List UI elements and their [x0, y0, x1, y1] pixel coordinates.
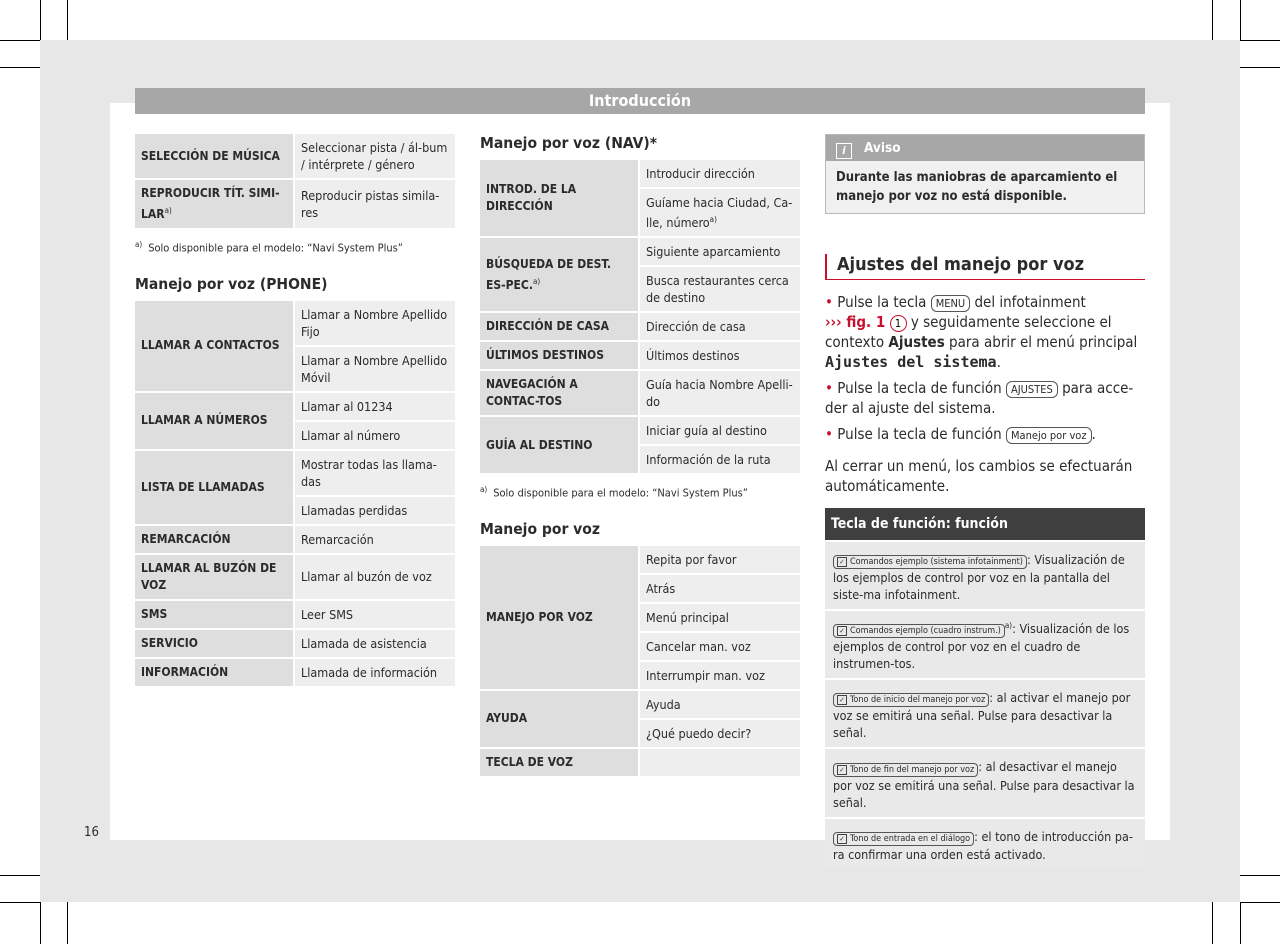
table-key: LLAMAR AL BUZÓN DE VOZ [135, 555, 295, 601]
table-value: Llamar al número [295, 422, 455, 451]
table-row [135, 526, 455, 555]
table-value: Reproducir pistas simila-res [295, 180, 455, 230]
checkbox-icon: ✓ [837, 557, 847, 567]
ajustes-key: AJUSTES [1006, 381, 1058, 398]
table-value: Guía hacia Nombre Apelli-do [640, 371, 800, 417]
table-key: SMS [135, 601, 295, 630]
table-row [480, 417, 800, 446]
table-value: Menú principal [640, 604, 800, 633]
crop-mark [1240, 875, 1280, 876]
section-heading: Manejo por voz [480, 519, 600, 538]
crop-mark [0, 67, 40, 68]
table-row [135, 134, 455, 180]
table-key: INFORMACIÓN [135, 659, 295, 688]
table-value: Repita por favor [640, 546, 800, 575]
table-key: LISTA DE LLAMADAS [135, 451, 295, 526]
function-key: ✓ Comandos ejemplo (sistema infotainment) [833, 555, 1027, 569]
table-key: ÚLTIMOS DESTINOS [480, 342, 640, 371]
notice-body: Durante las maniobras de aparcamiento el manejo por voz no está disponible. [826, 161, 1144, 213]
crop-mark [0, 902, 40, 903]
table-value: Atrás [640, 575, 800, 604]
notice-box [825, 134, 1145, 214]
table-row [480, 691, 800, 720]
table-value: Llamar a Nombre Apellido Fijo [295, 301, 455, 347]
music-table [135, 134, 455, 230]
footnote-ref: a) [164, 206, 172, 215]
footnote: $^{a)}$ Solo disponible para el modelo: “Navi System Plus” [480, 485, 748, 500]
checkbox-icon: ✓ [837, 695, 847, 705]
menu-key: MENU [931, 295, 970, 312]
function-row: ✓ Comandos ejemplo (cuadro instrum.)$^{a)}$: Visualización de los ejemplos de control por voz en el cuadro de instrumen-tos. [825, 609, 1145, 678]
page-number: 16 [84, 825, 99, 840]
paragraph: Al cerrar un menú, los cambios se efectuarán automáticamente. [825, 457, 1133, 495]
table-row [480, 160, 800, 189]
table-key: TECLA DE VOZ [480, 749, 640, 778]
table-row [480, 238, 800, 267]
table-key: DIRECCIÓN DE CASA [480, 313, 640, 342]
checkbox-icon: ✓ [837, 834, 847, 844]
table-value: Seleccionar pista / ál-bum / intérprete / género [295, 134, 455, 180]
table-row [135, 630, 455, 659]
column-middle [480, 134, 800, 778]
voice-key: Manejo por voz [1006, 427, 1092, 444]
nav-table [480, 160, 800, 475]
page-header: Introducción [135, 88, 1145, 114]
function-key: ✓ Comandos ejemplo (cuadro instrum.) [833, 624, 1005, 638]
table-key: SELECCIÓN DE MÚSICA [135, 134, 295, 180]
table-value: Leer SMS [295, 601, 455, 630]
column-left [135, 134, 455, 688]
footnote-ref: a) [709, 215, 717, 224]
table-row [135, 601, 455, 630]
bullet-icon: • [825, 379, 833, 397]
table-value: Introducir dirección [640, 160, 800, 189]
phone-table [135, 301, 455, 688]
table-value [640, 749, 800, 778]
function-row: ✓ Tono de fin del manejo por voz : al desactivar el manejo por voz se emitirá una señal. Pulse para desactivar la señal. [825, 747, 1145, 816]
function-row: ✓ Comandos ejemplo (sistema infotainment) : Visualización de los ejemplos de control por voz en la pantalla del siste-ma infotainment. [825, 540, 1145, 609]
voice-table [480, 546, 800, 778]
table-row [480, 313, 800, 342]
notice-header: i Aviso [826, 135, 1144, 161]
table-row [135, 659, 455, 688]
table-value: Siguiente aparcamiento [640, 238, 800, 267]
table-row [480, 342, 800, 371]
table-key: LLAMAR A CONTACTOS [135, 301, 295, 393]
crop-mark [1212, 902, 1213, 944]
crop-mark [1240, 67, 1280, 68]
bullet-item: • Pulse la tecla de función Manejo por voz . [825, 425, 1096, 443]
table-key: GUÍA AL DESTINO [480, 417, 640, 475]
bullet-item: • Pulse la tecla MENU del infotainment ››› fig. 1 1 y seguidamente seleccione el contexto Ajustes para abrir el menú principal Ajustes del sistema. [825, 293, 1138, 371]
table-row [135, 393, 455, 422]
column-right [825, 134, 1145, 869]
table-value: Llamada de asistencia [295, 630, 455, 659]
footnote-ref: a) [532, 276, 541, 286]
table-value: Dirección de casa [640, 313, 800, 342]
function-row: ✓ Tono de entrada en el diálogo : el tono de introducción pa-ra confirmar una orden está activado. [825, 817, 1145, 869]
crop-mark [67, 902, 68, 944]
table-row [480, 546, 800, 575]
table-value: Ayuda [640, 691, 800, 720]
table-value: Busca restaurantes cerca de destino [640, 267, 800, 313]
section-heading: Manejo por voz (NAV)* [480, 134, 658, 152]
crop-mark [1240, 40, 1280, 41]
menu-path: Ajustes del sistema [825, 353, 997, 371]
crop-mark [1240, 902, 1241, 944]
function-key: ✓ Tono de entrada en el diálogo [833, 832, 974, 846]
table-key: MANEJO POR VOZ [480, 546, 640, 691]
table-key: LLAMAR A NÚMEROS [135, 393, 295, 451]
bullet-item: • Pulse la tecla de función AJUSTES para acce-der al ajuste del sistema. [825, 379, 1134, 417]
table-row [480, 749, 800, 778]
table-key: REMARCACIÓN [135, 526, 295, 555]
callout-number: 1 [890, 315, 907, 332]
table-value: Llamada de información [295, 659, 455, 688]
table-value: Iniciar guía al destino [640, 417, 800, 446]
crop-mark [40, 0, 41, 40]
table-key: BÚSQUEDA DE DEST. ES-PEC.$^{a)}$ [480, 238, 640, 313]
function-table-header: Tecla de función: función [825, 508, 1145, 540]
crop-mark [40, 902, 41, 944]
table-row [135, 451, 455, 497]
footnote: $^{a)}$ Solo disponible para el modelo: “Navi System Plus” [135, 240, 403, 255]
crop-mark [67, 0, 68, 40]
crop-mark [1240, 902, 1280, 903]
table-value: Mostrar todas las llama-das [295, 451, 455, 497]
crop-mark [0, 40, 40, 41]
table-value: Llamar al 01234 [295, 393, 455, 422]
table-key: AYUDA [480, 691, 640, 749]
figure-ref[interactable]: ››› fig. 1 [825, 313, 886, 331]
function-key: ✓ Tono de inicio del manejo por voz [833, 693, 989, 707]
table-value: Guíame hacia Ciudad, Ca-lle, número$^{a)}$ [640, 189, 800, 238]
table-value: Interrumpir man. voz [640, 662, 800, 691]
table-row [135, 180, 455, 230]
crop-mark [1240, 0, 1241, 40]
table-value: Información de la ruta [640, 446, 800, 475]
table-value: Cancelar man. voz [640, 633, 800, 662]
bullet-icon: • [825, 293, 833, 311]
table-row [135, 555, 455, 601]
table-key: SERVICIO [135, 630, 295, 659]
checkbox-icon: ✓ [837, 626, 847, 636]
crop-mark [0, 875, 40, 876]
table-value: Llamar a Nombre Apellido Móvil [295, 347, 455, 393]
function-row: ✓ Tono de inicio del manejo por voz : al activar el manejo por voz se emitirá una señal. Pulse para desactivar la señal. [825, 678, 1145, 747]
crop-mark [1212, 0, 1213, 40]
table-value: Llamadas perdidas [295, 497, 455, 526]
section-title: Ajustes del manejo por voz [825, 254, 1145, 280]
bullet-icon: • [825, 425, 833, 443]
info-icon: i [836, 143, 852, 159]
table-value: Llamar al buzón de voz [295, 555, 455, 601]
function-key: ✓ Tono de fin del manejo por voz [833, 763, 978, 777]
table-row [135, 301, 455, 347]
table-value: ¿Qué puedo decir? [640, 720, 800, 749]
section-heading: Manejo por voz (PHONE) [135, 274, 328, 293]
table-key: INTROD. DE LA DIRECCIÓN [480, 160, 640, 238]
table-key: NAVEGACIÓN A CONTAC-TOS [480, 371, 640, 417]
table-value: Remarcación [295, 526, 455, 555]
table-row [480, 371, 800, 417]
table-key: REPRODUCIR TÍT. SIMI-LAR$^{a)}$ [135, 180, 295, 230]
checkbox-icon: ✓ [837, 765, 847, 775]
table-value: Últimos destinos [640, 342, 800, 371]
